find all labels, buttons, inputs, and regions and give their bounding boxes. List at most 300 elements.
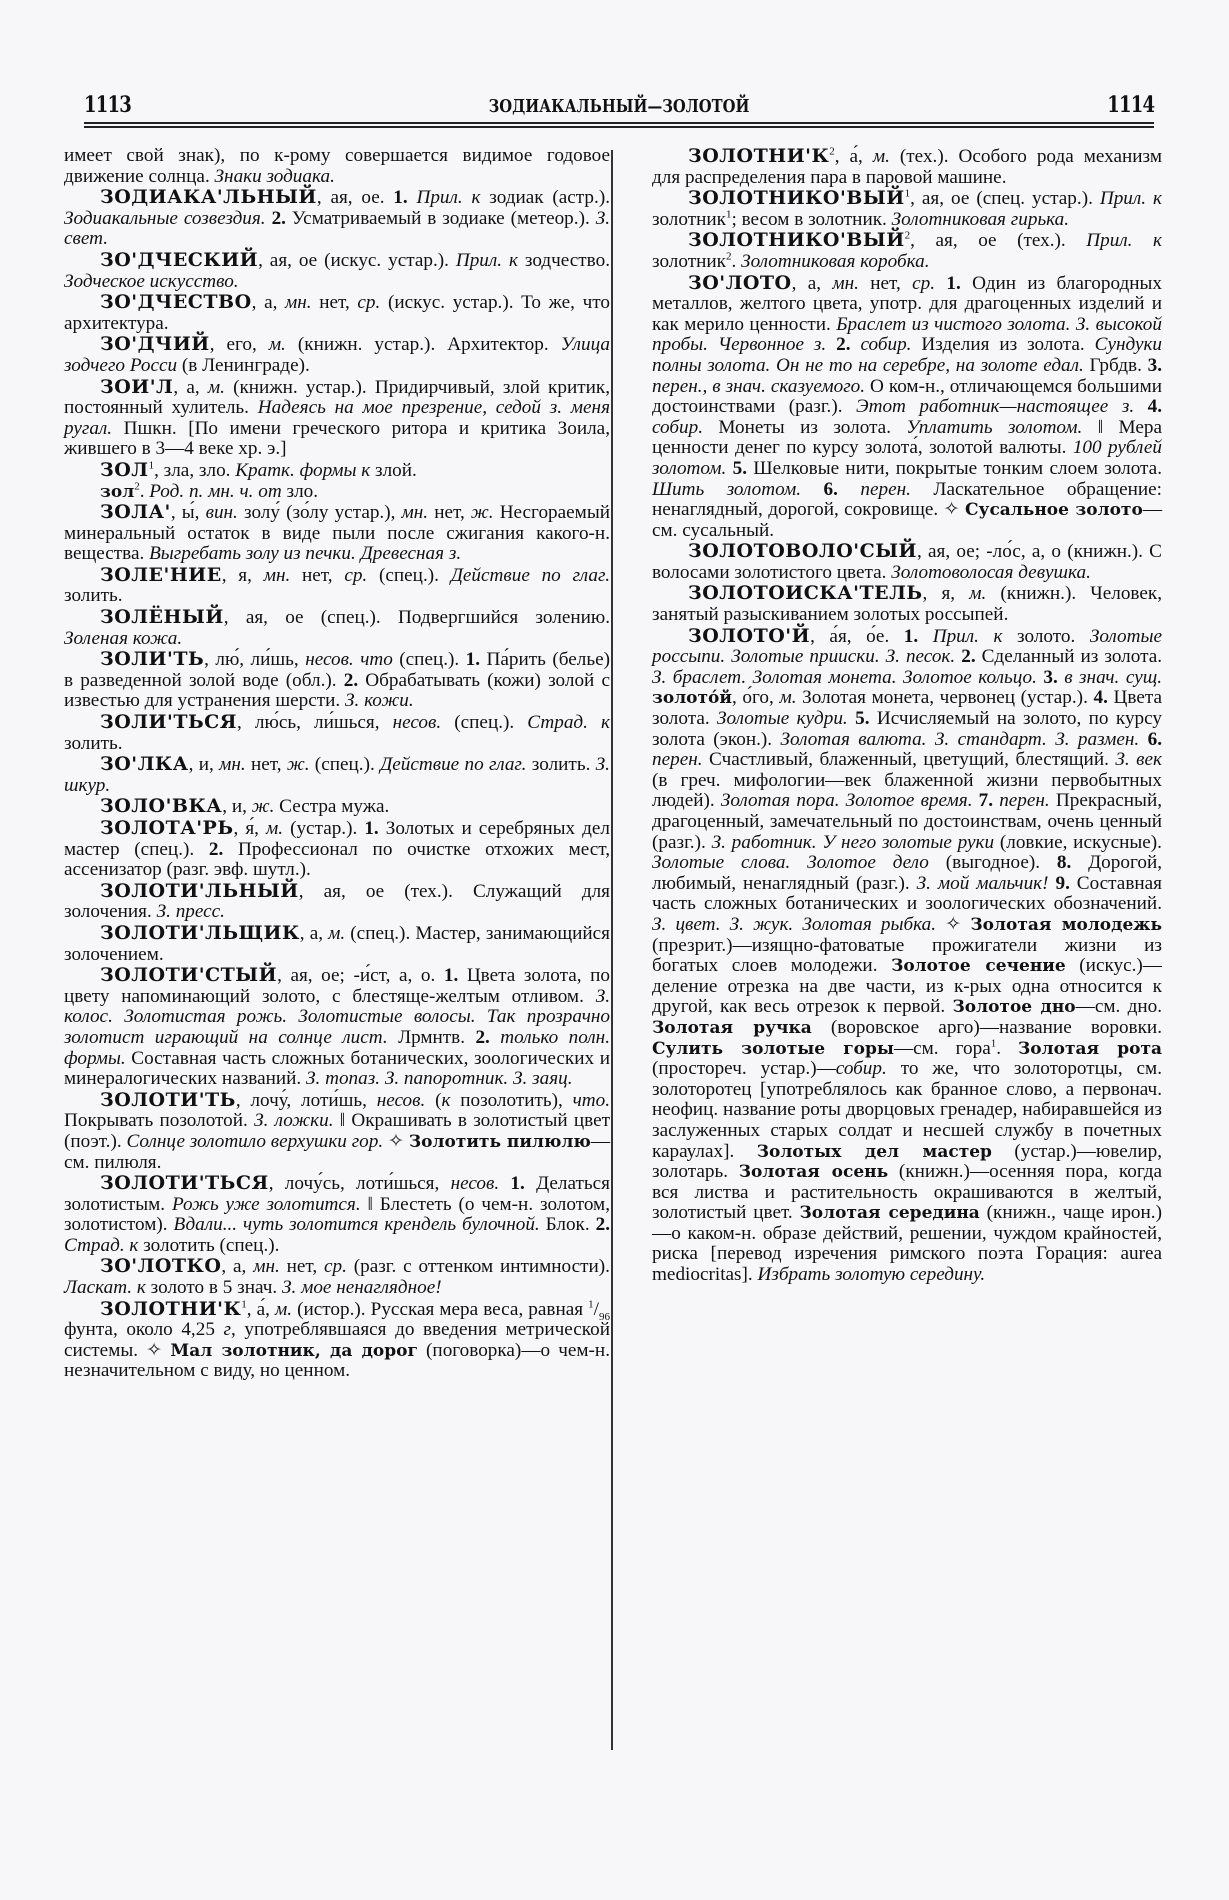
entry-text: золотить (спец.).	[138, 1234, 280, 1256]
entry-text: , зла, зло.	[154, 459, 236, 481]
dictionary-entry	[64, 881, 610, 923]
dictionary-entry	[652, 146, 1162, 188]
dictionary-entry	[64, 607, 610, 649]
dictionary-entry	[64, 649, 610, 712]
entry-text: Сделанный из золота.	[975, 646, 1163, 668]
entry-text: Профессионал по очистке отхожих мест, ассенизатор (разг. эвф. шутл.).	[64, 838, 610, 881]
entry-text: мн.	[263, 564, 291, 586]
headword: ЗОЛОТО'Й	[688, 624, 811, 647]
headword: ЗОЛОТОИСКА'ТЕЛЬ	[688, 582, 923, 605]
headword: ЗОЛОТНИ'К	[100, 1297, 242, 1320]
entry-text: Мал золотник, да дорог	[170, 1340, 418, 1361]
entry-text: , а́,	[834, 146, 873, 167]
entry-text: Прил. к	[455, 249, 518, 271]
dictionary-entry	[64, 334, 610, 376]
headword: ЗОЛИ'ТЬСЯ	[100, 711, 238, 734]
entry-text	[1139, 729, 1147, 750]
dictionary-entry	[64, 965, 610, 1090]
entry-text: (истор.). Русская мера веса, равная	[292, 1298, 589, 1320]
entry-text: , а,	[221, 1256, 254, 1278]
entry-text: злой.	[370, 459, 417, 481]
entry-text: зодиак (астр.).	[480, 187, 611, 209]
entry-text: нет,	[428, 502, 471, 524]
entry-text: Лрмнтв.	[387, 1026, 476, 1048]
entry-text	[935, 273, 946, 294]
entry-text: золотник	[652, 250, 726, 272]
dictionary-entry	[64, 482, 610, 503]
entry-text: Золотая осень	[738, 1162, 889, 1183]
entry-text: Улица зодчего Росси	[64, 334, 610, 376]
entry-text: З. свет.	[64, 207, 611, 250]
entry-text: Золотое дно	[952, 997, 1076, 1018]
entry-text: Дорогой, любимый, ненаглядный (разг.).	[652, 852, 1163, 894]
dictionary-entry	[64, 754, 610, 796]
entry-text: фунта, около 4,25	[64, 1319, 224, 1341]
entry-text: (искус. устар.). То же, что архитектура.	[64, 292, 610, 334]
entry-text: Прил. к	[1099, 188, 1163, 210]
entry-text: 1.	[443, 965, 459, 987]
entry-text: (книжн. устар.). Придирчивый, злой критик, постоянный хулитель.	[64, 376, 610, 419]
entry-text: перен.	[860, 478, 911, 500]
entry-text: Золотоволосая девушка.	[891, 561, 1091, 583]
entry-text: что	[360, 649, 393, 671]
dictionary-entry	[652, 541, 1162, 583]
entry-text: Сусальное золото	[965, 500, 1143, 521]
entry-text: Ласкат. к	[64, 1277, 146, 1299]
entry-text: 4.	[1093, 687, 1108, 709]
entry-text: З. мой мальчик!	[916, 872, 1049, 894]
entry-text: Страд. к	[64, 1234, 139, 1256]
entry-text: Составная часть сложных ботанических и зоологических обозначений.	[652, 872, 1162, 915]
entry-text: Золеная кожа.	[64, 627, 183, 649]
entry-text	[1134, 396, 1148, 417]
entry-text: Пшкн. [По имени греческого ритора и критика Зоила, жившего в 3—4 веке хр. э.]	[64, 417, 610, 460]
entry-text: , а́я, о́е.	[810, 625, 904, 647]
entry-text: к	[441, 1089, 451, 1111]
entry-text: Прил. к	[932, 625, 1003, 647]
entry-text: .	[139, 480, 150, 502]
entry-text: , ая, ое (тех.).	[910, 230, 1087, 252]
entry-text: Сестра мужа.	[274, 796, 390, 818]
entry-text: Золотых дел мастер	[756, 1141, 992, 1162]
entry-text: 2.	[271, 207, 286, 229]
headword: ЗОЛ	[100, 458, 149, 481]
entry-text: З. работник. У него золотые руки	[711, 831, 995, 853]
entry-text: Золотая пора. Золотое время.	[720, 790, 973, 812]
entry-text: —см. сусальный.	[652, 499, 1162, 541]
entry-text: —см. пилюля.	[64, 1130, 610, 1173]
entry-text: Золотое сечение	[891, 956, 1066, 977]
entry-text: золотник	[652, 208, 726, 230]
entry-text	[826, 334, 836, 355]
entry-text: собир.	[860, 334, 912, 356]
entry-text: (разг. с оттенком интимности).	[346, 1256, 610, 1278]
entry-text: золото.	[1002, 625, 1090, 647]
entry-text: 2.	[475, 1026, 490, 1048]
entry-text: зол	[100, 481, 135, 502]
dictionary-entry	[64, 923, 610, 965]
entry-text: 1.	[465, 649, 481, 671]
dictionary-entry	[64, 1090, 610, 1173]
dictionary-entry	[64, 565, 610, 607]
entry-text: Выгребать золу из печки. Древесная з.	[149, 543, 462, 565]
entry-text: (книжн.). Человек, занятый разыскиванием золотых россыпей.	[652, 583, 1163, 626]
entry-text: , я́,	[233, 818, 266, 839]
entry-text	[838, 479, 861, 500]
entry-text: , ая, ое (искус. устар.).	[258, 249, 456, 271]
entry-text: Золотая рота	[1018, 1038, 1162, 1059]
entry-text	[499, 1173, 510, 1194]
entry-text: Изделия из золота.	[911, 334, 1095, 356]
entry-text: 1	[725, 208, 732, 221]
entry-text: 3.	[1043, 666, 1058, 688]
running-head: ЗОДИАКАЛЬНЫЙ—ЗОЛОТОЙ	[488, 96, 750, 117]
entry-text: 1.	[946, 272, 961, 294]
entry-text: то же, что золоторотцы, см. золоторотец [употреблялось как бранное слово, а первонач. неофиц. название роты дворцовых гренадер, набиравшейся из заслуженных старых солдат и несшей службу в почетных караулах].	[652, 1058, 1162, 1162]
headword: ЗОЛОТИ'ТЬСЯ	[100, 1172, 269, 1195]
headword: ЗОЛОТНИ'К	[688, 145, 830, 167]
entry-text: , ая, ое; -и́ст, а, о.	[277, 965, 444, 987]
entry-text: ‖ Блестеть (о чем-н. золотом, золотистом).	[64, 1193, 610, 1236]
entry-text	[851, 334, 861, 355]
headword: ЗОЛОТНИКО'ВЫЙ	[688, 187, 905, 210]
headword: ЗО'ДЧЕСКИЙ	[100, 248, 259, 271]
entry-text: к	[471, 187, 481, 209]
page-header	[84, 86, 1154, 116]
entry-text: Прекрасный, драгоценный, замечательный по достоинствам, очень ценный (разг.).	[652, 790, 1163, 853]
headword: ЗОЛОТИ'ЛЬЩИК	[100, 921, 300, 944]
entry-text: Знаки зодиака.	[214, 165, 335, 187]
entry-text: Шелковые нити, покрытые тонким слоем золота.	[747, 457, 1162, 479]
entry-text: золить.	[526, 754, 596, 776]
entry-text: (выгодное).	[928, 852, 1057, 874]
entry-text: , употреблявшаяся до введения метрической системы. ✧	[64, 1319, 610, 1361]
entry-text: (	[425, 1089, 442, 1111]
entry-text: 1	[904, 187, 911, 200]
entry-text: Блок.	[539, 1214, 596, 1236]
entry-text: нет,	[311, 292, 358, 314]
entry-text: 5.	[732, 457, 747, 479]
entry-text: /	[593, 1298, 599, 1320]
entry-text: Золотая молодежь	[970, 914, 1162, 935]
entry-text: Золотые слова. Золотое дело	[652, 852, 929, 874]
entry-text: —см. дно.	[1075, 996, 1162, 1018]
entry-text: , и,	[188, 754, 220, 776]
entry-text: (простореч. устар.)—	[652, 1058, 836, 1080]
entry-text: , лочу́сь, лоти́шься,	[268, 1173, 451, 1195]
entry-text: 1.	[903, 625, 919, 647]
entry-text: , а́,	[246, 1298, 275, 1320]
entry-text: Усматриваемый в зодиаке (метеор.).	[285, 207, 596, 229]
headword: ЗОЛИ'ТЬ	[100, 648, 205, 671]
entry-text: 1	[588, 1298, 594, 1311]
entry-text: , ая, ое (спец.). Подвергшийся золению.	[223, 607, 610, 629]
entry-text: Па́рить (белье) в разведенной золой воде (обл.).	[64, 649, 610, 691]
entry-text: несов.	[305, 649, 354, 671]
entry-text: имеет свой знак), по к-рому совершается видимое годовое движение солнца.	[64, 145, 610, 187]
entry-text: мн.	[401, 502, 429, 524]
entry-text: З. пресс.	[156, 901, 225, 923]
header-double-rule	[84, 122, 1154, 128]
entry-text: Прил. к	[1086, 230, 1162, 252]
dictionary-entry	[652, 188, 1162, 230]
entry-text: Золотая середина	[799, 1203, 980, 1224]
entry-text: 2	[725, 250, 732, 263]
entry-text: мн.	[285, 292, 312, 314]
entry-text: , ая, ое; -ло́с, а, о (книжн.). С волосами золотистого цвета.	[652, 541, 1162, 583]
headword: ЗОЛО'ВКА	[100, 795, 223, 818]
entry-text: ‖ Мера ценности денег по курсу золота́, золотой валюты.	[652, 416, 1162, 459]
entry-text: , лю́сь, ли́шься,	[237, 712, 393, 734]
entry-text: 6.	[1147, 728, 1162, 750]
entry-text: мн.	[832, 272, 859, 294]
entry-text: Золотниковая коробка.	[741, 250, 930, 272]
entry-text: перен., в знач. сказуемого.	[652, 375, 866, 397]
entry-text: ✧	[936, 913, 971, 935]
entry-text: —см. гора	[893, 1037, 991, 1059]
dictionary-entry	[64, 187, 610, 250]
entry-text: Монеты из золота.	[703, 416, 907, 438]
entry-text: Золотить пилюлю	[408, 1131, 591, 1152]
entry-text: 1	[241, 1298, 247, 1311]
entry-text: ✧	[383, 1130, 409, 1152]
entry-text: (книжн.)—осенняя пора, когда вся листва и растительность окрашиваются в желтый, золотистый цвет.	[652, 1161, 1163, 1224]
dictionary-entry	[64, 250, 610, 292]
entry-text: (тех.). Особого рода механизм для распределения пара в паровой машине.	[652, 146, 1162, 188]
entry-text: собир.	[835, 1058, 887, 1080]
entry-text: (устар.).	[283, 818, 365, 839]
dictionary-entry	[64, 796, 610, 818]
entry-text: Грбдв.	[1083, 354, 1148, 376]
entry-text: З. шкур.	[64, 754, 610, 796]
entry-text: 6.	[823, 478, 838, 500]
entry-text: в знач. сущ.	[1064, 666, 1162, 688]
entry-text: Надеясь на мое презрение, седой з. меня ругал.	[64, 397, 611, 439]
entry-text: З. колос. Золотистая рожь. Золотистые волосы. Так прозрачно золотист играющий на солнце лист.	[64, 985, 610, 1048]
entry-text: , я,	[922, 583, 970, 605]
entry-text: З. цвет. З. жук. Золотая рыбка.	[652, 913, 937, 935]
entry-text: Обрабатывать (кожи) золой с известью для устранения шерсти.	[64, 669, 610, 712]
entry-text: позолотить),	[450, 1089, 573, 1111]
entry-text: (ловкие, искусные).	[994, 831, 1162, 853]
headword: ЗО'ЛОТКО	[100, 1255, 222, 1278]
entry-text: Золотая валюта. З. стандарт. З. размен.	[780, 728, 1140, 750]
entry-text: , а,	[173, 376, 208, 398]
dictionary-entry	[64, 377, 610, 460]
entry-text	[801, 479, 824, 500]
entry-text: ж.	[470, 502, 494, 524]
entry-text: Действие по глаг.	[380, 754, 527, 776]
entry-text: 4.	[1147, 396, 1163, 418]
entry-text: (спец.).	[367, 564, 451, 586]
entry-text: зодчество.	[517, 249, 610, 271]
entry-text: ср.	[912, 272, 936, 294]
entry-text: Сундуки полны золота. Он не то на серебре, на золоте едал.	[652, 334, 1163, 376]
headword: ЗО'ЛОТО	[688, 271, 792, 294]
entry-text: ср.	[323, 1256, 347, 1278]
entry-text: Шить золотом.	[652, 478, 801, 500]
entry-text: Зодиакальные созвездия.	[64, 207, 266, 229]
page-number-left: 1113	[84, 92, 131, 118]
entry-text: Браслет из чистого золота. З. высокой пробы. Червонное з.	[652, 313, 1162, 356]
entry-text: мн.	[253, 1256, 280, 1278]
entry-text: , о́го,	[732, 687, 780, 709]
entry-text: 2.	[595, 1214, 610, 1236]
entry-text: 2.	[208, 838, 224, 860]
entry-text: вин.	[205, 502, 238, 524]
entry-text: перен.	[652, 749, 703, 771]
entry-text: Счастливый, блаженный, цветущий, блестящий.	[702, 749, 1116, 771]
entry-text: 1.	[364, 818, 379, 839]
entry-text: Исчисляемый на золото, по курсу золота (экон.).	[652, 708, 1162, 750]
entry-text: , лю́, ли́шь,	[204, 649, 306, 671]
headword: ЗОЛОТИ'СТЫЙ	[100, 964, 278, 987]
entry-text: м.	[266, 818, 284, 839]
dictionary-entry	[64, 712, 610, 754]
entry-text: только полн. формы.	[64, 1026, 610, 1069]
dictionary-entry	[64, 292, 610, 334]
entry-text: ; весом в золотник.	[731, 208, 892, 230]
headword: ЗО'ЛКА	[100, 753, 189, 776]
entry-text: 1.	[510, 1173, 525, 1195]
entry-text: Золотые кудри.	[717, 708, 848, 730]
headword: ЗОЛЕ'НИЕ	[100, 563, 222, 586]
entry-text: Рожь уже золотится.	[171, 1193, 361, 1215]
entry-text: (спец.).	[392, 649, 466, 671]
entry-text: (презрит.)—изящно-фатоватые прожигатели жизни из богатых слоев молодежи.	[652, 934, 1162, 977]
entry-text: ж.	[251, 796, 275, 818]
entry-text: , и,	[222, 796, 252, 818]
entry-text: (спец.).	[441, 712, 528, 734]
entry-text: 2	[904, 229, 911, 242]
entry-text: 2.	[343, 669, 359, 691]
entry-text: золу́ (зо́лу устар.),	[237, 502, 402, 524]
dictionary-entry	[64, 460, 610, 482]
entry-text: Зодческое искусство.	[64, 270, 239, 292]
entry-text: нет,	[290, 564, 345, 586]
headword: ЗОЛОТА'РЬ	[100, 817, 234, 839]
entry-text: нет,	[245, 754, 287, 776]
entry-text: , ая, ое (спец. устар.).	[910, 188, 1100, 210]
entry-text: Цвета золота.	[652, 687, 1162, 730]
entry-text: .	[996, 1037, 1019, 1059]
headword: ЗОЛЁНЫЙ	[100, 606, 224, 629]
entry-text: нет,	[279, 1256, 324, 1278]
entry-text: Кратк. формы к	[235, 459, 371, 481]
dictionary-entry	[64, 1173, 610, 1256]
dictionary-entry	[64, 502, 610, 565]
entry-text: О ком-н., отличающемся большими достоинствами (разг.).	[652, 375, 1162, 418]
dictionary-entry	[652, 273, 1162, 542]
entry-text: З. мое ненаглядное!	[282, 1277, 442, 1299]
entry-text: 9.	[1055, 872, 1070, 894]
entry-text: 1.	[393, 187, 417, 209]
entry-text: ж.	[286, 754, 310, 776]
entry-text: 100 рублей золотом.	[652, 437, 1162, 479]
dictionary-entry	[652, 583, 1162, 625]
entry-text: Этот работник—настоящее з.	[856, 396, 1135, 418]
entry-text	[848, 708, 855, 729]
entry-text: нет,	[858, 272, 913, 294]
page-number-right: 1114	[1107, 92, 1154, 118]
headword: ЗОЛОТИ'ТЬ	[100, 1088, 236, 1111]
entry-text: Цвета золота, по цвету напоминающий золото, с блестяще-желтым отливом.	[64, 965, 610, 1007]
entry-text: Действие по глаг.	[450, 564, 610, 586]
entry-text: золото в 5 знач.	[145, 1277, 282, 1299]
entry-text: 2	[134, 480, 140, 493]
entry-text: г	[223, 1319, 231, 1341]
column-divider	[611, 150, 613, 1750]
entry-text: 1	[148, 459, 155, 472]
entry-text: Составная часть сложных ботанических, зоологических и минералогических названий.	[64, 1047, 610, 1090]
entry-text: , я,	[221, 564, 264, 586]
entry-text: несов.	[450, 1173, 500, 1195]
entry-text: перен.	[999, 790, 1050, 812]
dictionary-entry	[64, 1299, 610, 1382]
entry-text: золото́й	[652, 688, 732, 709]
entry-text: Золотниковая гирька.	[891, 208, 1070, 230]
headword: ЗОИ'Л	[100, 375, 174, 398]
entry-text: Несгораемый минеральный остаток в виде пыли после сжигания какого-н. вещества.	[64, 502, 610, 565]
entry-text: , ая, ое.	[316, 187, 394, 209]
entry-text: 8.	[1056, 852, 1072, 874]
entry-text: Золотых и серебряных дел мастер (спец.).	[64, 818, 611, 860]
entry-text: Один из благородных металлов, желтого цвета, употр. для драгоценных изделий и как мерило ценности.	[652, 272, 1162, 335]
entry-text: Прил.	[416, 187, 463, 209]
headword: ЗОЛОТИ'ЛЬНЫЙ	[100, 879, 299, 902]
entry-text: Уплатить золотом.	[906, 416, 1083, 438]
entry-text: что.	[572, 1089, 610, 1111]
entry-text: , а,	[791, 272, 833, 294]
entry-text: (спец.).	[309, 754, 381, 776]
entry-text: ‖ Окрашивать в золотистый цвет (поэт.).	[64, 1110, 610, 1152]
entry-text: Род. п. мн. ч. от	[149, 480, 282, 502]
headword: ЗО'ДЧЕСТВО	[100, 291, 252, 314]
entry-text: зло.	[281, 480, 319, 502]
entry-text: (устар.)—ювелир, золотарь.	[652, 1140, 1162, 1183]
headword: ЗОЛА'	[100, 501, 171, 524]
headword: ЗОЛОТОВОЛО'СЫЙ	[688, 540, 917, 563]
entry-text: 1	[990, 1037, 997, 1050]
entry-text: ср.	[344, 564, 368, 586]
entry-text: м.	[268, 334, 286, 356]
entry-text: , ы́,	[170, 502, 206, 524]
entry-text: собир.	[652, 416, 704, 438]
entry-text: м.	[969, 583, 987, 605]
entry-text: Золотая монета, червонец (устар.).	[796, 687, 1094, 709]
entry-text: Покрывать позолотой.	[64, 1110, 255, 1132]
entry-text: (книжн. устар.). Архитектор.	[285, 334, 561, 356]
entry-text: , а,	[299, 922, 329, 944]
entry-text: Избрать золотую середину.	[757, 1264, 986, 1286]
entry-text: , лочу́, лоти́шь,	[235, 1089, 377, 1111]
entry-text: 7.	[978, 790, 994, 812]
entry-text: (книжн., чаще ирон.)—о каком-н. образе действий, решении, чуждом крайностей, риска [перевод изречения римского поэта Горация: aurea mediocritas].	[652, 1202, 1162, 1286]
entry-text: З. кожи.	[344, 690, 414, 712]
entry-text: несов.	[376, 1089, 426, 1111]
entry-text: 5.	[855, 708, 870, 730]
headword: ЗОЛОТНИКО'ВЫЙ	[688, 229, 905, 252]
headword: ЗО'ДЧИЙ	[100, 333, 210, 356]
entry-text: несов.	[392, 712, 442, 734]
dictionary-entry	[652, 626, 1162, 1286]
entry-text: м.	[328, 922, 346, 944]
entry-text: .	[731, 250, 742, 272]
entry-text: Страд. к	[527, 712, 610, 734]
entry-text: Сулить золотые горы	[652, 1038, 894, 1059]
entry-text: (спец.). Мастер, занимающийся золочением.	[64, 922, 610, 965]
entry-text: м.	[779, 687, 797, 709]
